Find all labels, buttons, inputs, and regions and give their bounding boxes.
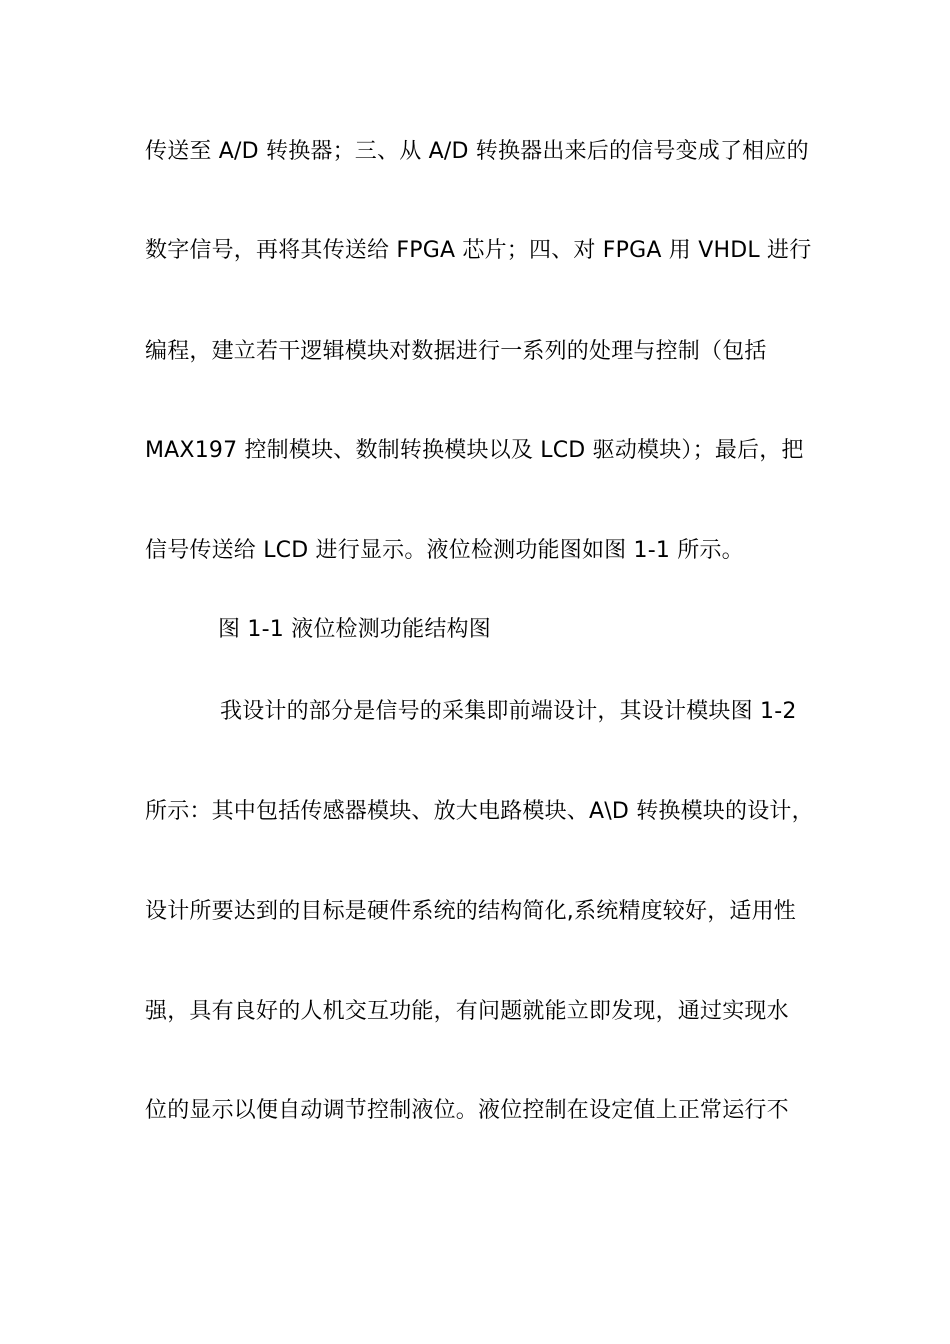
text-line: 设计所要达到的目标是硬件系统的结构简化,系统精度较好，适用性 xyxy=(145,899,796,924)
text-line: 传送至 A/D 转换器；三、从 A/D 转换器出来后的信号变成了相应的 xyxy=(145,139,809,164)
text-line: MAX197 控制模块、数制转换模块以及 LCD 驱动模块）；最后，把 xyxy=(145,438,804,463)
text-line: 位的显示以便自动调节控制液位。液位控制在设定值上正常运行不 xyxy=(145,1098,789,1123)
text-line: 强，具有良好的人机交互功能，有问题就能立即发现，通过实现水 xyxy=(145,999,789,1024)
text-line: 编程，建立若干逻辑模块对数据进行一系列的处理与控制（包括 xyxy=(145,339,767,364)
figure-caption: 图 1-1 液位检测功能结构图 xyxy=(218,617,491,642)
text-line: 信号传送给 LCD 进行显示。液位检测功能图如图 1-1 所示。 xyxy=(145,538,744,563)
text-line: 数字信号，再将其传送给 FPGA 芯片；四、对 FPGA 用 VHDL 进行 xyxy=(145,238,812,263)
text-line: 我设计的部分是信号的采集即前端设计，其设计模块图 1-2 xyxy=(220,699,797,724)
text-line: 所示：其中包括传感器模块、放大电路模块、A\D 转换模块的设计， xyxy=(145,799,814,824)
